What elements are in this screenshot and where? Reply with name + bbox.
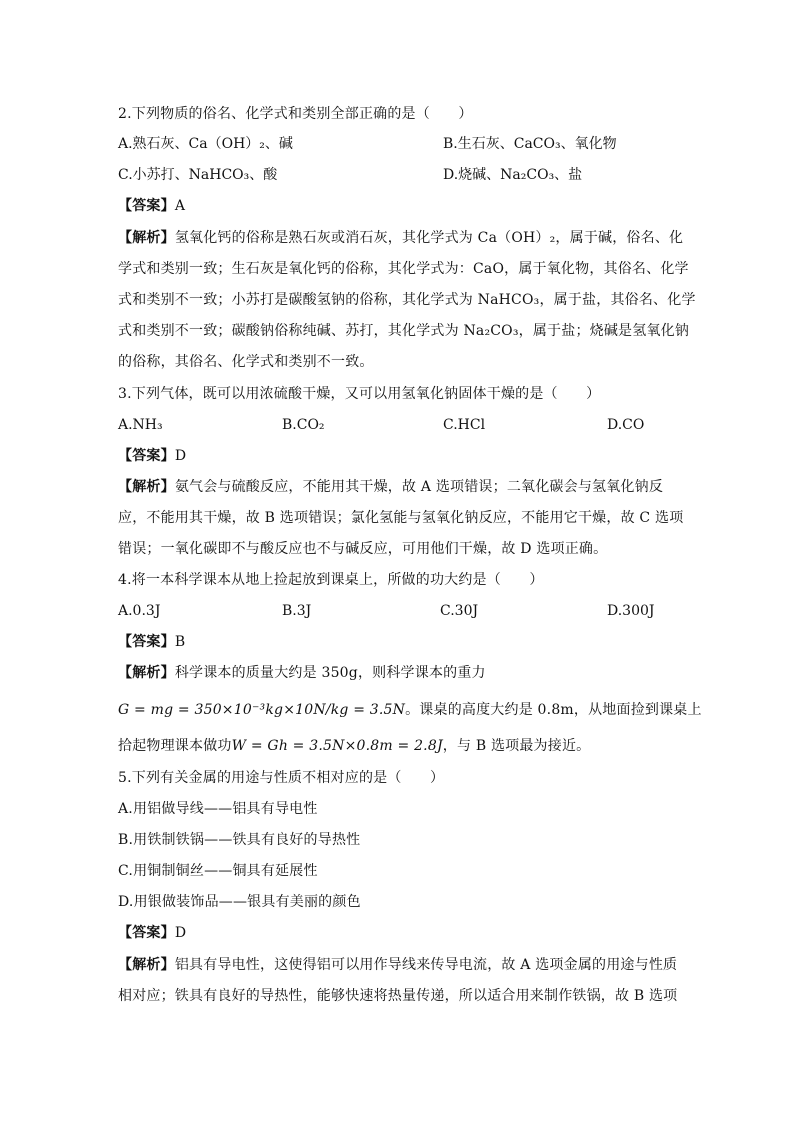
q3-answer [118, 446, 186, 466]
analysis-text: 。课桌的高度大约是 0.8m，从地面捡到课桌上 [405, 702, 702, 718]
q5-stem: 5.下列有关金属的用途与性质不相对应的是（ ） [118, 770, 445, 786]
analysis-label: 【解析】 [118, 230, 175, 246]
work-formula: W = Gh = 3.5N×0.8m = 2.8J [231, 738, 443, 754]
q2-analysis-line-2: 学式和类别一致；生石灰是氧化钙的俗称，其化学式为：CaO，属于氧化物，其俗名、化学 [118, 261, 689, 277]
q4-option-d: D.300J [607, 603, 655, 619]
q3-stem: 3.下列气体，既可以用浓硫酸干燥，又可以用氢氧化钠固体干燥的是（ ） [118, 386, 601, 402]
q5-option-a: A.用铝做导线——铝具有导电性 [118, 801, 318, 817]
analysis-text: 氨气会与硫酸反应，不能用其干燥，故 A 选项错误；二氧化碳会与氢氧化钠反 [174, 479, 664, 495]
answer-value: D [174, 448, 187, 464]
q3-option-c: C.HCl [443, 417, 486, 433]
answer-label: 【答案】 [118, 634, 175, 650]
q3-option-d: D.CO [607, 417, 645, 433]
q4-analysis-line-2 [118, 700, 702, 720]
q3-analysis-line-1 [118, 477, 663, 497]
analysis-label: 【解析】 [118, 957, 175, 973]
q3-option-a: A.NH₃ [118, 417, 163, 433]
q4-analysis-line-3 [118, 736, 590, 756]
q2-option-b: B.生石灰、CaCO₃、氧化物 [443, 136, 617, 152]
q5-option-c: C.用铜制铜丝——铜具有延展性 [118, 863, 318, 879]
analysis-text: 氢氧化钙的俗称是熟石灰或消石灰，其化学式为 Ca（OH）₂，属于碱，俗名、化 [174, 230, 684, 246]
q3-option-b: B.CO₂ [282, 417, 325, 433]
answer-label: 【答案】 [118, 925, 175, 941]
q2-analysis-line-1 [118, 228, 683, 248]
q3-analysis-line-2: 应，不能用其干燥，故 B 选项错误；氯化氢能与氢氧化钠反应，不能用它干燥，故 C 选项 [118, 510, 684, 526]
q4-option-c: C.30J [440, 603, 479, 619]
analysis-text: 铝具有导电性，这使得铝可以用作导线来传导电流，故 A 选项金属的用途与性质 [174, 957, 678, 973]
q3-analysis-line-3: 错误；一氧化碳即不与酸反应也不与碱反应，可用他们干燥，故 D 选项正确。 [118, 541, 608, 557]
q4-option-a: A.0.3J [118, 603, 161, 619]
q2-answer [118, 196, 185, 216]
analysis-label: 【解析】 [118, 665, 175, 681]
q4-analysis-line-1 [118, 663, 486, 683]
q2-analysis-line-5: 的俗称，其俗名、化学式和类别不一致。 [118, 354, 374, 370]
q5-answer [118, 923, 186, 943]
q4-option-b: B.3J [282, 603, 312, 619]
analysis-text: ，与 B 选项最为接近。 [442, 738, 591, 754]
q2-analysis-line-4: 式和类别不一致；碳酸钠俗称纯碱、苏打，其化学式为 Na₂CO₃，属于盐；烧碱是氢氧化钠 [118, 323, 690, 339]
analysis-text: 拾起物理课本做功 [118, 738, 232, 754]
analysis-text: 科学课本的质量大约是 350g，则科学课本的重力 [174, 665, 486, 681]
q2-stem: 2.下列物质的俗名、化学式和类别全部正确的是（ ） [118, 106, 473, 122]
answer-label: 【答案】 [118, 198, 175, 214]
analysis-label: 【解析】 [118, 479, 175, 495]
q5-analysis-line-1 [118, 955, 677, 975]
q2-option-a: A.熟石灰、Ca（OH）₂、碱 [118, 136, 293, 152]
answer-value: A [174, 198, 186, 214]
q2-option-c: C.小苏打、NaHCO₃、酸 [118, 167, 278, 183]
answer-value: D [174, 925, 187, 941]
q4-answer [118, 632, 185, 652]
q2-analysis-line-3: 式和类别不一致；小苏打是碳酸氢钠的俗称，其化学式为 NaHCO₃，属于盐，其俗名、化学 [118, 292, 696, 308]
q2-option-d: D.烧碱、Na₂CO₃、盐 [443, 167, 583, 183]
q4-stem: 4.将一本科学课本从地上捡起放到课桌上，所做的功大约是（ ） [118, 572, 544, 588]
q5-option-b: B.用铁制铁锅——铁具有良好的导热性 [118, 832, 361, 848]
q5-analysis-line-2: 相对应；铁具有良好的导热性，能够快速将热量传递，所以适合用来制作铁锅，故 B 选项 [118, 988, 678, 1004]
answer-label: 【答案】 [118, 448, 175, 464]
gravity-formula: G = mg = 350×10⁻³kg×10N/kg = 3.5N [118, 702, 406, 718]
answer-value: B [174, 634, 186, 650]
q5-option-d: D.用银做装饰品——银具有美丽的颜色 [118, 894, 361, 910]
